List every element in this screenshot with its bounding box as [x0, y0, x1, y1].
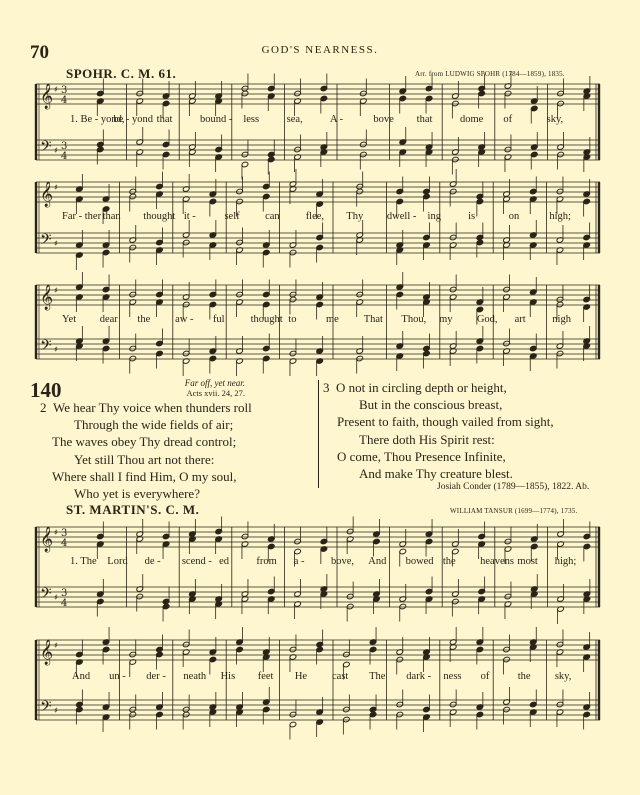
lyric-syllable: the — [517, 671, 531, 682]
hymn-subtitle: Far off, yet near. — [184, 378, 245, 388]
lyric-syllable: ing — [427, 211, 441, 222]
verse-line: 3 O not in circling depth or height, — [323, 380, 507, 395]
scripture-reference: Acts xvii. 24, 27. — [186, 388, 245, 398]
verse-line: 2 We hear Thy voice when thunders roll — [40, 400, 252, 415]
key-signature-sharp-icon: ♯ — [54, 286, 58, 295]
lyric-syllable: His — [220, 671, 236, 682]
lyric-syllable: less — [243, 114, 260, 125]
lyric-syllable: Yet — [62, 314, 77, 325]
verse-number: 3 — [323, 380, 330, 395]
lyric-syllable: a - — [293, 556, 305, 567]
author-signature: Josiah Conder (1789—1855), 1822. Ab. — [437, 482, 590, 492]
lyric-syllable: my — [439, 314, 453, 325]
lyric-syllable: art — [514, 314, 526, 325]
lyric-syllable: from — [256, 556, 277, 567]
verse-line: Yet still Thou art not there: — [74, 451, 215, 467]
treble-clef-icon: 𝄞 — [40, 285, 54, 310]
lyric-syllable: un - — [109, 671, 126, 682]
lyric-syllable: thought — [250, 314, 283, 325]
lyric-syllable: me — [326, 314, 339, 325]
lyric-syllable: most — [517, 556, 538, 567]
lyric-syllable: Lord — [107, 556, 128, 567]
lyric-syllable: dwell - — [386, 211, 417, 222]
verse-line: The waves obey Thy dread control; — [52, 434, 237, 450]
key-signature-sharp-icon: ♯ — [54, 528, 58, 537]
lyric-syllable: be - yond — [113, 114, 153, 125]
lyric-syllable: of — [480, 671, 490, 682]
lyric-syllable: to — [288, 314, 297, 325]
lyric-syllable: God, — [476, 314, 498, 325]
key-signature-sharp-icon: ♯ — [54, 345, 58, 354]
lyric-syllable: that — [416, 114, 433, 125]
lyric-syllable: than — [102, 211, 121, 222]
time-signature: 3 — [61, 588, 68, 599]
lyric-syllable: of — [503, 114, 513, 125]
lyric-syllable: that — [156, 114, 173, 125]
lyric-syllable: is — [468, 211, 476, 222]
key-signature-sharp-icon: ♯ — [54, 641, 58, 650]
verse-line: There doth His Spirit rest: — [359, 431, 495, 447]
lyric-syllable: dome — [460, 114, 484, 125]
time-signature: 4 — [61, 151, 68, 162]
lyric-syllable: can — [265, 211, 280, 222]
lyric-syllable: flee, — [305, 211, 325, 222]
verse-line: And make Thy creature blest. — [359, 466, 513, 482]
lyric-syllable: 1. The — [70, 556, 97, 567]
lyric-syllable: bove, — [331, 556, 355, 567]
lyric-syllable: ful — [212, 314, 225, 325]
lyric-syllable: self — [224, 211, 240, 222]
lyric-syllable: bound - — [200, 114, 233, 125]
time-signature: 4 — [61, 95, 68, 106]
bass-clef-icon: 𝄢 — [40, 585, 52, 606]
lyric-syllable: the — [442, 556, 456, 567]
key-signature-sharp-icon: ♯ — [54, 239, 58, 248]
treble-clef-icon: 𝄞 — [40, 527, 54, 552]
lyric-syllable: der - — [146, 671, 166, 682]
lyric-syllable: nigh — [552, 314, 571, 325]
composer-credit-spohr: Arr. from LUDWIG SPOHR (1784—1859), 1835. — [415, 70, 565, 78]
lyric-syllable: ness — [443, 671, 462, 682]
key-signature-sharp-icon: ♯ — [54, 706, 58, 715]
verse-number: 2 — [40, 400, 47, 415]
lyric-syllable: de - — [144, 556, 161, 567]
lyric-syllable: ed — [219, 556, 230, 567]
lyric-syllable: 1. Be - yond, — [70, 114, 125, 125]
lyric-syllable: sea, — [286, 114, 303, 125]
bass-clef-icon: 𝄢 — [40, 138, 52, 159]
lyric-syllable: feet — [257, 671, 274, 682]
lyric-syllable: sky, — [546, 114, 564, 125]
lyric-syllable: high; — [554, 556, 577, 567]
lyric-syllable: The — [369, 671, 386, 682]
lyric-syllable: high; — [549, 211, 571, 222]
key-signature-sharp-icon: ♯ — [54, 183, 58, 192]
time-signature: 3 — [61, 141, 68, 152]
time-signature: 3 — [61, 85, 68, 96]
treble-clef-icon: 𝄞 — [40, 182, 54, 207]
treble-clef-icon: 𝄞 — [40, 640, 54, 665]
bass-clef-icon: 𝄢 — [40, 698, 52, 719]
composer-credit-tansur: WILLIAM TANSUR (1699—1774), 1735. — [450, 507, 578, 515]
lyric-syllable: heavens — [480, 556, 514, 567]
lyric-syllable: thought — [143, 211, 176, 222]
time-signature: 3 — [61, 528, 68, 539]
lyric-syllable: Thy — [346, 211, 364, 222]
lyric-syllable: And — [368, 556, 387, 567]
lyric-syllable: dark - — [406, 671, 432, 682]
hymn-number: 140 — [30, 378, 62, 402]
lyric-syllable: A - — [330, 114, 344, 125]
running-head: GOD'S NEARNESS. — [261, 44, 379, 56]
lyric-syllable: That — [363, 314, 383, 325]
key-signature-sharp-icon: ♯ — [54, 146, 58, 155]
lyric-syllable: scend - — [181, 556, 212, 567]
lyric-syllable: dear — [99, 314, 118, 325]
verse-line: O come, Thou Presence Infinite, — [337, 448, 506, 464]
lyric-syllable: on — [508, 211, 520, 222]
lyric-syllable: bowed — [405, 556, 434, 567]
page-number: 70 — [30, 42, 49, 63]
verse-line: Who yet is everywhere? — [74, 486, 200, 502]
lyric-syllable: cast — [332, 671, 349, 682]
lyric-syllable: He — [294, 671, 308, 682]
tune-title-st-martins: ST. MARTIN'S. C. M. — [66, 502, 200, 517]
bass-clef-icon: 𝄢 — [40, 231, 52, 252]
time-signature: 4 — [61, 538, 68, 549]
tune-title-spohr: SPOHR. C. M. 61. — [66, 66, 177, 81]
lyric-syllable: Thou, — [401, 314, 427, 325]
verse-line: But in the conscious breast, — [359, 397, 503, 413]
lyric-syllable: bove — [373, 114, 394, 125]
lyric-syllable: Far - ther — [62, 211, 102, 222]
lyric-syllable: it - — [183, 211, 196, 222]
lyric-syllable: the — [137, 314, 151, 325]
verse-line: Where shall I find Him, O my soul, — [52, 468, 237, 484]
lyric-syllable: sky, — [554, 671, 572, 682]
key-signature-sharp-icon: ♯ — [54, 85, 58, 94]
lyric-syllable: aw - — [175, 314, 194, 325]
treble-clef-icon: 𝄞 — [40, 84, 54, 109]
verse-line: Present to faith, though vailed from sight, — [337, 414, 554, 430]
verse-line: Through the wide fields of air; — [74, 417, 234, 433]
time-signature: 4 — [61, 598, 68, 609]
key-signature-sharp-icon: ♯ — [54, 593, 58, 602]
bass-clef-icon: 𝄢 — [40, 337, 52, 358]
lyric-syllable: And — [72, 671, 91, 682]
lyric-syllable: neath — [183, 671, 207, 682]
